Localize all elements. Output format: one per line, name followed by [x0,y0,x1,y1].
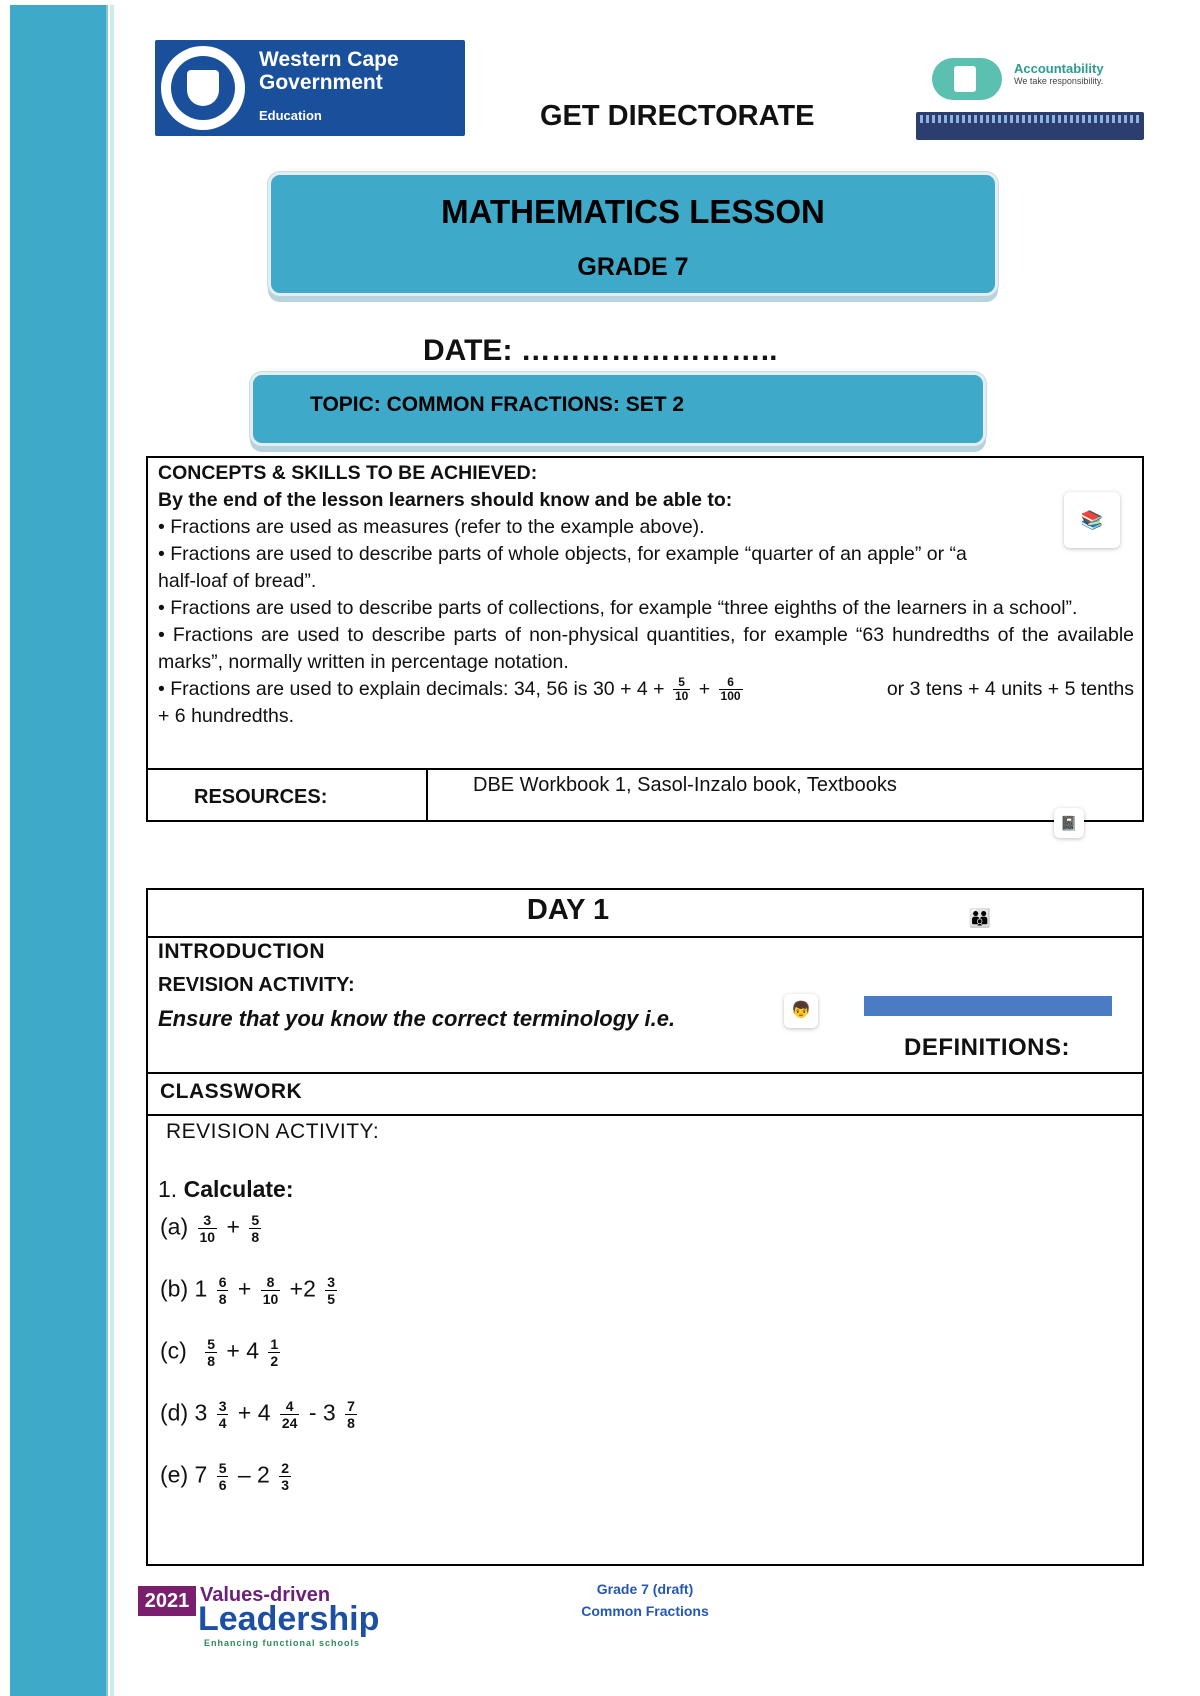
concept-bullet-3: • Fractions are used to describe parts of collections, for example “three eighths of the learners in a school”. [158,597,1078,619]
footer-note [560,1578,730,1622]
enhancing-text: Enhancing functional schools [204,1638,361,1648]
concepts-box [146,456,1144,822]
revision-activity-label: REVISION ACTIVITY: [166,1120,380,1143]
accountability-logo [916,54,1144,142]
plus-sign: + [698,678,711,700]
logo-line1: Western Cape [259,48,399,71]
question-c: (c) $\frac{5}{8}$ + 4 $\frac{1}{2}$ [160,1336,279,1369]
resources-column-divider [426,768,428,820]
definitions-label: DEFINITIONS: [904,1034,1070,1061]
revision-activity-label: REVISION ACTIVITY: [158,974,355,996]
sidebar-strip [10,5,108,1696]
resources-divider [148,768,1142,770]
western-cape-government-logo [155,40,465,136]
learner-icon: 👦 [784,994,818,1028]
day-title: DAY 1 [526,894,610,926]
divider [148,936,1142,938]
grade-title: GRADE 7 [577,253,689,281]
day1-box [146,888,1144,1566]
concepts-intro: By the end of the lesson learners should know and be able to: [158,489,733,511]
concept-bullet-1: • Fractions are used as measures (refer to the example above). [158,516,705,538]
logo-line3: Education [259,108,322,123]
concepts-heading: CONCEPTS & SKILLS TO BE ACHIEVED: [158,462,538,484]
date-line: DATE: …………………….. [423,334,778,367]
question-e: (e) 7 $\frac{5}{6}$ – 2 $\frac{2}{3}$ [160,1460,290,1493]
leadership-text: Leadership [198,1600,380,1638]
fraction: $\frac{6}{100}$ [720,675,741,704]
definitions-bar [864,996,1112,1016]
topic-banner [250,372,986,446]
resources-value: DBE Workbook 1, Sasol-Inzalo book, Textbooks [473,774,897,796]
footer-note-line1: Grade 7 (draft) [596,1581,694,1597]
terminology-instruction: Ensure that you know the correct terminology i.e. [158,1006,676,1031]
bullet5-end: or 3 tens + 4 units + 5 tenths [886,678,1134,701]
question-a: (a) $\frac{3}{10}$ + $\frac{5}{8}$ [160,1212,260,1245]
page-title: MATHEMATICS LESSON [441,193,825,230]
divider [148,1072,1142,1074]
concept-bullet-2: • Fractions are used to describe parts of whole objects, for example “quarter of an apple” or “a half-loaf of bread”. [158,543,967,592]
calculate-label: 1. Calculate: [158,1176,294,1202]
bullet5-continuation: + 6 hundredths. [158,705,295,728]
logo-line2: Government [259,71,383,94]
divider [148,1114,1142,1116]
question-d: (d) 3 $\frac{3}{4}$ + 4 $\frac{4}{24}$ - 3 $\frac{7}{8}$ [160,1398,355,1431]
book-icon: 📚 [1064,492,1120,548]
concept-bullet-4: • Fractions are used to describe parts of non-physical quantities, for example “63 hundredths of the available marks”, normally written in percentage notation. [158,624,1134,673]
title-banner [268,172,998,296]
crest-icon [161,46,245,130]
values-driven-leadership-logo [138,1584,398,1648]
notebook-icon: 📓 [1054,808,1084,838]
bullet5-start: • Fractions are used to explain decimals: 34, 56 is 30 + 4 + [158,678,665,700]
people-icon: 👪 [962,900,998,936]
classwork-label: CLASSWORK [160,1080,303,1103]
introduction-label: INTRODUCTION [158,940,325,963]
concept-bullet-5 [158,676,1134,703]
values-driven-text: Values-driven [200,1584,331,1606]
accountability-subtitle: We take responsibility. [1014,76,1104,86]
resources-label: RESOURCES: [194,786,328,808]
fraction: $\frac{5}{10}$ [674,675,689,704]
accountability-banner-bar [916,112,1144,140]
year-badge: 2021 [138,1586,196,1616]
footer-note-line2: Common Fractions [581,1603,709,1619]
directorate-heading: GET DIRECTORATE [540,100,815,132]
question-b: (b) 1 $\frac{6}{8}$ + $\frac{8}{10}$ +2 $\frac{3}{5}$ [160,1274,336,1307]
accountability-title: Accountability [1014,61,1104,76]
topic-text: TOPIC: COMMON FRACTIONS: SET 2 [310,393,685,416]
hand-icon [932,58,1002,100]
